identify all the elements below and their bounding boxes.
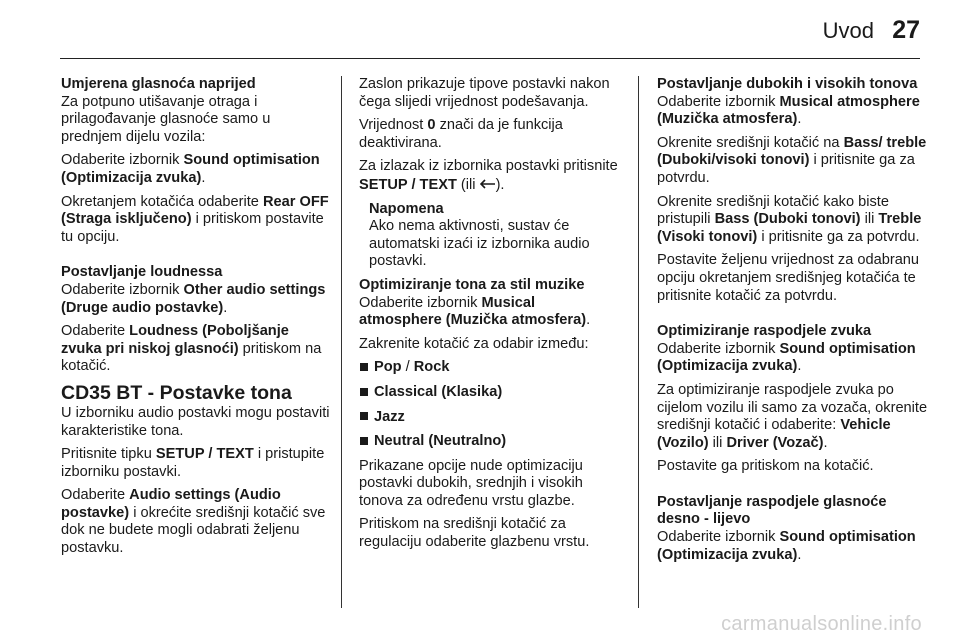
paragraph: Za optimiziranje raspodjele zvuka po cijelom vozilu ili samo za vozača, okrenite središnji kotačić i odaberite: Vehicle (Vozilo) ili Driver (Vozač). [657, 381, 928, 451]
bullet-icon [360, 437, 368, 445]
paragraph: Odaberite izbornik Sound optimisation (Optimizacija zvuka). [657, 340, 916, 375]
list-item: Jazz [359, 409, 621, 427]
section-title: Uvod [822, 18, 874, 43]
column-divider [341, 76, 342, 608]
page-header [0, 0, 960, 60]
paragraph: Odaberite izbornik Musical atmosphere (Muzička atmosfera). [359, 294, 591, 329]
watermark: carmanualsonline.info [721, 613, 922, 635]
list-item: Classical (Klasika) [359, 384, 621, 402]
paragraph: Odaberite Audio settings (Audio postavke) i okrećite središnji kotačić sve dok ne budete mogli odabrati željenu postavku. [61, 487, 326, 557]
column-middle [359, 76, 621, 558]
column-divider [638, 76, 639, 608]
paragraph: Prikazane opcije nude optimizaciju postavki dubokih, srednjih i visokih tonova za određenu vrstu glazbe. [359, 457, 583, 509]
bullet-icon [360, 388, 368, 396]
paragraph: Odaberite izbornik Other audio settings (Druge audio postavke). [61, 281, 326, 316]
chapter-heading: CD35 BT - Postavke tona [61, 381, 292, 404]
paragraph: Odaberite izbornik Sound optimisation (Optimizacija zvuka). [657, 529, 916, 563]
paragraph: Pritiskom na središnji kotačić za regulaciju odaberite glazbenu vrstu. [359, 516, 590, 551]
section-heading: Postavljanje loudnessa [61, 264, 223, 281]
section-heading: Optimiziranje tona za stil muzike [359, 276, 585, 293]
back-arrow-icon [480, 176, 496, 194]
paragraph: Postavite željenu vrijednost za odabranu opciju okretanjem središnjeg kotačića te pritisnite kotačić za potvrdu. [657, 252, 920, 304]
section-heading: Umjerena glasnoća naprijed [61, 76, 256, 92]
paragraph: Odaberite izbornik Sound optimisation (Optimizacija zvuka). [61, 152, 320, 186]
list-item: Pop / Rock [359, 359, 621, 377]
paragraph: Zaslon prikazuje tipove postavki nakon čega slijedi vrijednost podešavanja. [359, 76, 610, 110]
header-rule [60, 58, 920, 59]
bullet-icon [360, 363, 368, 371]
paragraph: Za izlazak iz izbornika postavki pritisnite SETUP / TEXT (ili ). [359, 158, 618, 193]
paragraph: Za potpuno utišavanje otraga i prilagođavanje glasnoće samo u prednjem dijelu vozila: [61, 93, 271, 145]
page-number: 27 [892, 16, 920, 44]
note-text: Ako nema aktivnosti, sustav će automatski izaći iz izbornika audio postavki. [369, 218, 590, 270]
section-heading: Postavljanje dubokih i visokih tonova [657, 76, 918, 92]
column-left [61, 76, 333, 564]
paragraph: Zakrenite kotačić za odabir između: [359, 335, 589, 352]
paragraph: Okretanjem kotačića odaberite Rear OFF (Straga isključeno) i pritiskom postavite tu opciju. [61, 193, 329, 245]
paragraph: Okrenite središnji kotačić na Bass/ treble (Duboki/visoki tonovi) i pritisnite ga za potvrdu. [657, 134, 927, 186]
paragraph: Postavite ga pritiskom na kotačić. [657, 458, 874, 475]
option-list [359, 359, 621, 450]
list-item: Neutral (Neutralno) [359, 433, 621, 451]
column-right [657, 76, 929, 570]
paragraph: Okrenite središnji kotačić kako biste pristupili Bass (Duboki tonovi) ili Treble (Visoki tonovi) i pritisnite ga za potvrdu. [657, 193, 922, 245]
note-box [369, 201, 621, 271]
bullet-icon [360, 412, 368, 420]
section-heading: Postavljanje raspodjele glasnoće desno - lijevo [657, 493, 887, 528]
paragraph: Pritisnite tipku SETUP / TEXT i pristupite izborniku postavki. [61, 446, 325, 480]
paragraph: U izborniku audio postavki mogu postaviti karakteristike tona. [61, 404, 330, 439]
note-heading: Napomena [369, 200, 444, 217]
paragraph: Odaberite Loudness (Poboljšanje zvuka pri niskoj glasnoći) pritiskom na kotačić. [61, 323, 322, 375]
section-heading: Optimiziranje raspodjele zvuka [657, 323, 872, 340]
paragraph: Odaberite izbornik Musical atmosphere (Muzička atmosfera). [657, 93, 920, 128]
paragraph: Vrijednost 0 znači da je funkcija deaktivirana. [359, 117, 563, 151]
